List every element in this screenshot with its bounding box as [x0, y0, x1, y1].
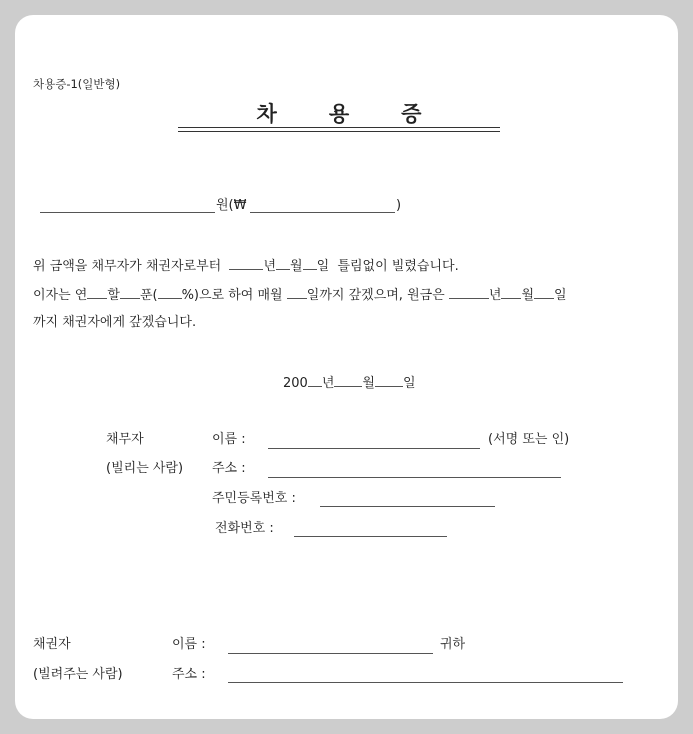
document-title	[178, 98, 500, 128]
loan-day-field[interactable]	[303, 257, 317, 270]
debtor-role-sub: (빌리는 사람)	[106, 461, 184, 476]
body-line-1: 위 금액을 채무자가 채권자로부터 년 월 일 틀림없이 빌렸습니다.	[33, 259, 459, 274]
repay-day-field[interactable]	[534, 286, 554, 299]
creditor-role-sub: (빌려주는 사람)	[33, 667, 123, 682]
form-code: 차용증-1(일반형)	[33, 77, 121, 91]
debtor-address-field[interactable]	[268, 477, 561, 478]
date-month-field[interactable]	[334, 374, 362, 387]
title-underline	[178, 127, 500, 132]
interest-percent-field[interactable]	[158, 286, 182, 299]
date-day-field[interactable]	[375, 374, 403, 387]
debtor-id-field[interactable]	[320, 506, 495, 507]
loan-month-field[interactable]	[276, 257, 290, 270]
debtor-sign-note: (서명 또는 인)	[488, 432, 570, 447]
creditor-name-label: 이름 :	[172, 637, 206, 652]
amount-korean-field[interactable]	[40, 212, 215, 213]
debtor-name-label: 이름 :	[212, 432, 246, 447]
monthly-day-field[interactable]	[287, 286, 307, 299]
debtor-role: 채무자	[106, 432, 144, 447]
debtor-phone-field[interactable]	[294, 536, 447, 537]
title-char: 증	[401, 102, 422, 126]
debtor-id-label: 주민등록번호 :	[212, 491, 296, 506]
interest-hal-field[interactable]	[87, 286, 107, 299]
amount-won-label: 원(₩	[216, 198, 247, 213]
creditor-honorific: 귀하	[440, 637, 466, 652]
creditor-address-field[interactable]	[228, 682, 623, 683]
debtor-name-field[interactable]	[268, 448, 480, 449]
interest-pun-field[interactable]	[120, 286, 140, 299]
creditor-address-label: 주소 :	[172, 667, 206, 682]
body-line-3: 까지 채권자에게 갚겠습니다.	[33, 315, 197, 330]
debtor-address-label: 주소 :	[212, 461, 246, 476]
body-line-2: 이자는 연 할 푼( %)으로 하여 매월 일까지 갚겠으며, 원금은 년 월 일	[33, 288, 567, 303]
repay-year-field[interactable]	[449, 286, 489, 299]
creditor-role: 채권자	[33, 637, 71, 652]
title-char: 차	[256, 102, 277, 126]
debtor-phone-label: 전화번호 :	[215, 521, 274, 536]
repay-month-field[interactable]	[501, 286, 521, 299]
document-date: 200 년 월 일	[283, 376, 416, 391]
creditor-name-field[interactable]	[228, 653, 433, 654]
amount-number-field[interactable]	[250, 212, 395, 213]
title-char: 용	[328, 102, 350, 126]
date-year-field[interactable]	[308, 374, 322, 387]
loan-year-field[interactable]	[229, 257, 263, 270]
amount-close-paren: )	[396, 198, 402, 213]
